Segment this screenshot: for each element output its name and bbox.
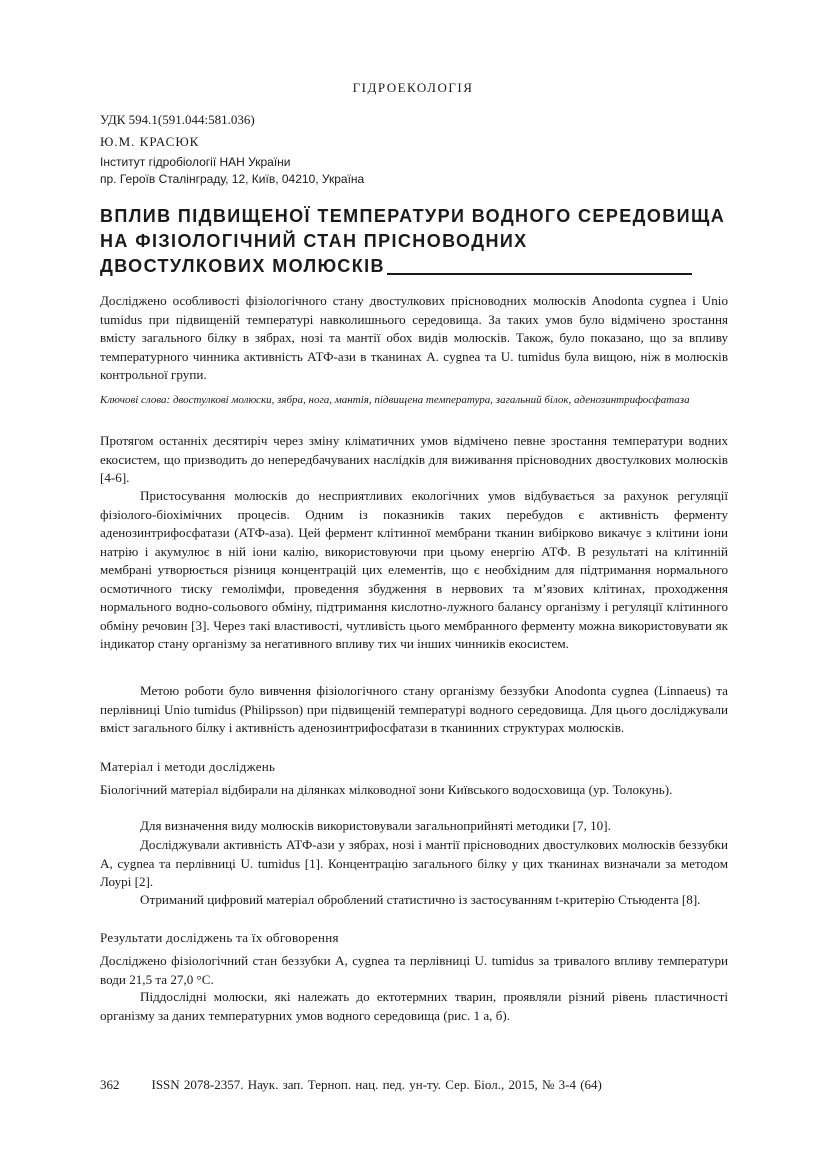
- keywords: Ключові слова: двостулкові молюски, зябра, нога, мантія, підвищена температура, загальний білок, аденозинтрифосфатаза: [100, 394, 690, 406]
- author: Ю.М. КРАСЮК: [100, 134, 200, 149]
- affiliation-institute: Інститут гідробіології НАН України: [100, 155, 291, 169]
- title-line-1: ВПЛИВ ПІДВИЩЕНОЇ ТЕМПЕРАТУРИ ВОДНОГО СЕРЕДОВИЩА: [100, 206, 726, 226]
- journal-section: ГІДРОЕКОЛОГІЯ: [352, 80, 474, 95]
- title-rule: [387, 273, 692, 275]
- methods-paragraph-2: Для визначення виду молюсків використовували загальноприйняті методики [7, 10].: [140, 818, 611, 833]
- intro-paragraph-2: Пристосування молюсків до несприятливих екологічних умов відбувається за рахунок регуляції фізіолого-біохімічних процесів. Одним із показників таких перебудов є активність ферменту аденозинтрифосфатази (АТФ-аза). Цей фермент клітинної мембрани тканин вибірково викачує з клітини іони натрію і акумулює в ній іони калію, використовуючи при цьому енергію АТФ. В результаті на клітинній мембрані утворюється різниця концентрацій цих елементів, що є необхідним для підтримання нормального осмотичного тиску гемолімфи, проведення збудження в нервових та м’язових клітинах, проходження нормального водно-сольового обміну, підтримання кислотно-лужного балансу організму і регуляції клітинного обміну речовин [3]. Через такі властивості, чутливість цього мембранного ферменту можна використовувати як індикатор стану організму за негативного впливу тих чи інших чинників екосистем.: [100, 488, 728, 651]
- udc-code: УДК 594.1(591.044:581.036): [100, 112, 255, 127]
- page-number: 362: [100, 1077, 120, 1092]
- journal-citation: ISSN 2078-2357. Наук. зап. Терноп. нац. пед. ун-ту. Сер. Біол., 2015, № 3-4 (64): [151, 1077, 602, 1092]
- methods-paragraph-3: Досліджували активність АТФ-ази у зябрах, нозі і мантії прісноводних двостулкових молюсків беззубки A, cygnea та перлівниці U. tumidus [1]. Концентрацію загального білку у цих тканинах визначали за методом Лоурі [2].: [100, 837, 728, 889]
- methods-paragraph-1: Біологічний матеріал відбирали на ділянках мілководної зони Київського водосховища (ур. Толокунь).: [100, 782, 673, 797]
- article-title: [100, 204, 728, 279]
- title-line-2: НА ФІЗІОЛОГІЧНИЙ СТАН ПРІСНОВОДНИХ: [100, 231, 528, 251]
- results-paragraph-2: Піддослідні молюски, які належать до ектотермних тварин, проявляли різний рівень пластичності організму за даних температурних умов водного середовища (рис. 1 а, б).: [100, 989, 728, 1023]
- abstract: Досліджено особливості фізіологічного стану двостулкових прісноводних молюсків Anodonta cygnea і Unio tumidus при підвищеній температурі навколишнього середовища. За таких умов було відмічено зростання вмісту загального білку в зябрах, нозі та мантії обох видів молюсків. Також, було показано, що за впливу температурного чинника активність АТФ-ази в тканинах A. cygnea та U. tumidus була вищою, ніж в молюсків контрольної групи.: [100, 293, 728, 382]
- page-footer: [100, 1077, 602, 1093]
- results-heading: Результати досліджень та їх обговорення: [100, 930, 339, 945]
- methods-paragraph-4: Отриманий цифровий матеріал оброблений статистично із застосуванням t-критерію Стьюдента [8].: [140, 892, 701, 907]
- affiliation-address: пр. Героїв Сталінграду, 12, Київ, 04210, Україна: [100, 172, 365, 186]
- intro-paragraph-1: Протягом останніх десятиріч через зміну кліматичних умов відмічено певне зростання температури водних екосистем, що призводить до непередбачуваних наслідків для виживання прісноводних двостулкових молюсків [4-6].: [100, 433, 728, 485]
- methods-heading: Матеріал і методи досліджень: [100, 759, 276, 774]
- results-paragraph-1: Досліджено фізіологічний стан беззубки A, cygnea та перлівниці U. tumidus за тривалого впливу температури води 21,5 та 27,0 °С.: [100, 953, 728, 987]
- intro-paragraph-3: Метою роботи було вивчення фізіологічного стану організму беззубки Anodonta cygnea (Linnaeus) та перлівниці Unio tumidus (Philipsson) при підвищеній температурі водного середовища. Для цього досліджували вміст загального білку і активність аденозинтрифосфатази в тканинних структурах молюсків.: [100, 683, 728, 735]
- title-line-3: ДВОСТУЛКОВИХ МОЛЮСКІВ: [100, 256, 385, 276]
